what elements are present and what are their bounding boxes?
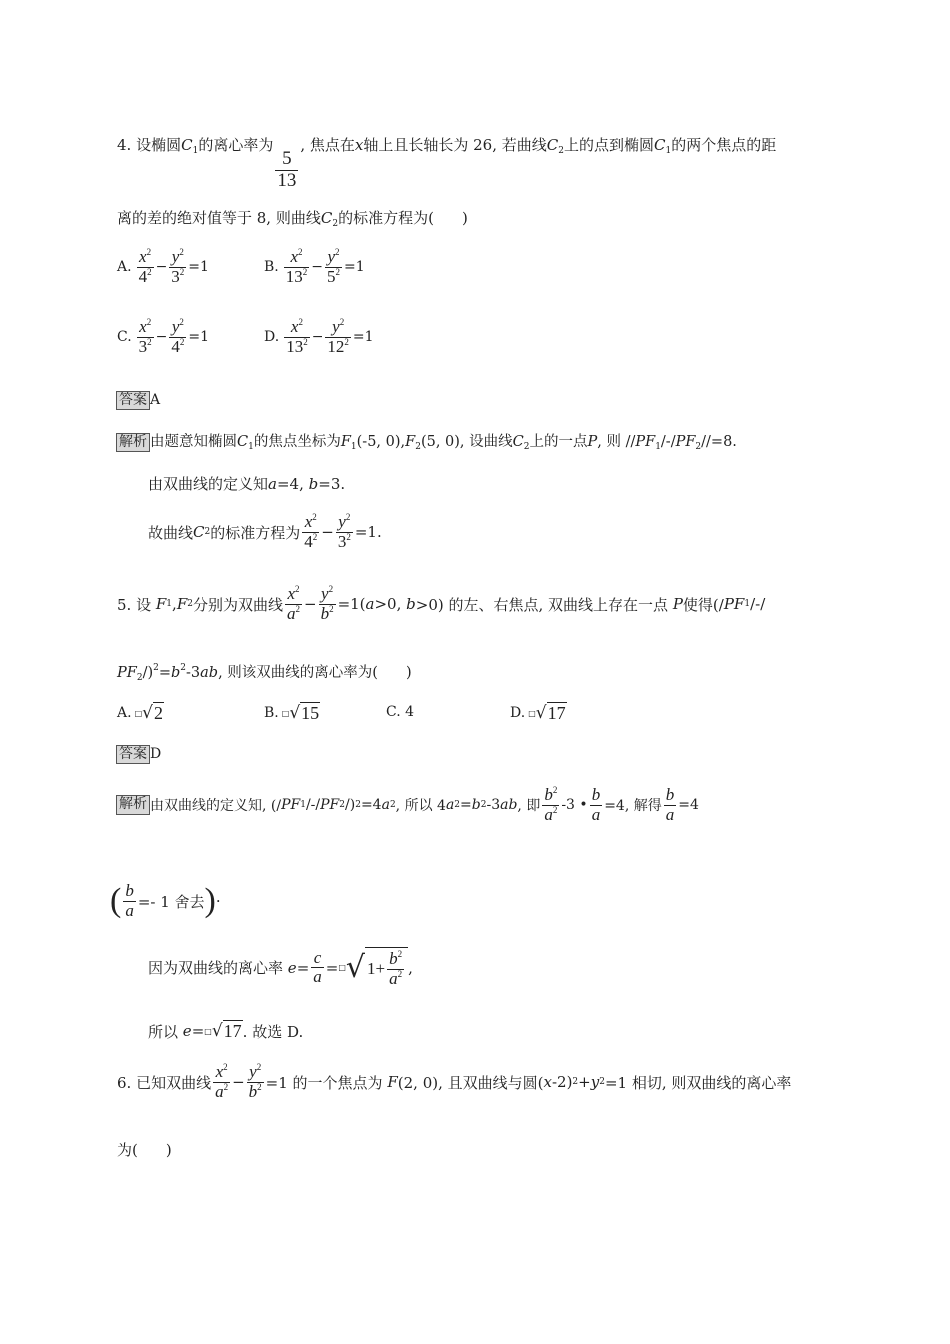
x: x <box>139 317 147 336</box>
y: y <box>332 317 340 336</box>
right-paren: ) <box>204 882 216 920</box>
text: =- 1 舍去 <box>137 892 205 911</box>
text: · <box>215 892 221 911</box>
sup: 2 <box>223 1062 228 1072</box>
q5-option-a[interactable] <box>117 702 164 724</box>
text: /) <box>345 797 356 814</box>
b: b <box>389 949 398 968</box>
text: /) <box>142 665 154 681</box>
sup: 2 <box>312 531 318 542</box>
q4-answer <box>116 391 160 410</box>
x-fraction <box>213 1063 230 1101</box>
sub: 2 <box>136 673 143 683</box>
sup: 2 <box>389 800 396 811</box>
var-ab: ab <box>200 665 219 681</box>
sup: 2 <box>335 247 340 257</box>
sub: 2 <box>187 599 193 610</box>
q5-line1: 5. 设 F 1 , F 2 分别为双曲线 $\frac{x^2}{a^2}$ − $\frac{y^2}{b^2}$ =1( a >0, b >0) 的左、右焦点, 双曲线上存在一点 P 使得(/ PF 1 /-/ <box>117 584 766 623</box>
var-f: F <box>340 434 351 450</box>
eccentricity-fraction <box>275 149 298 192</box>
sup: 2 <box>179 266 185 277</box>
text: = <box>158 665 171 681</box>
text: =1( <box>337 595 366 614</box>
text: ) <box>165 1141 172 1159</box>
c-over-a-fraction <box>311 949 324 987</box>
option-label: C. <box>117 329 132 346</box>
text: , 所以 4 <box>395 798 446 815</box>
q4-option-a[interactable] <box>117 248 209 286</box>
sqrt-icon: √ <box>289 703 301 723</box>
q5-option-b[interactable] <box>264 702 320 724</box>
sup: 2 <box>355 800 361 811</box>
y-fraction <box>336 513 353 551</box>
text: =4, 解得 <box>604 798 662 815</box>
sub: 2 <box>415 442 421 452</box>
text: -3 • <box>561 797 588 814</box>
sup: 2 <box>147 336 152 347</box>
sub: 2 <box>339 800 346 811</box>
var-a: a <box>268 475 277 493</box>
sup: 2 <box>147 266 152 277</box>
y: y <box>171 317 180 336</box>
a: a <box>665 804 675 824</box>
x-fraction <box>137 248 154 286</box>
sub: 1 <box>744 599 751 610</box>
var-b: b <box>171 665 181 681</box>
sub: 1 <box>350 442 357 452</box>
left-paren: ( <box>110 882 122 920</box>
q6-line2 <box>117 1143 172 1158</box>
minus: − <box>232 1073 245 1092</box>
placeholder-box: □ <box>528 708 536 718</box>
text: =4, <box>276 475 304 493</box>
q5-option-d[interactable] <box>510 702 567 724</box>
y-fraction <box>169 248 186 286</box>
text: //=8. <box>701 434 737 450</box>
y: y <box>327 247 335 266</box>
var-c: C <box>193 523 205 542</box>
text: , <box>408 958 413 977</box>
b: b <box>320 603 330 623</box>
text: 的两个焦点的距 <box>671 136 777 154</box>
var-ab: ab <box>500 797 518 814</box>
text: = <box>296 958 310 977</box>
b: b <box>544 785 553 804</box>
answer-value: A <box>150 392 161 408</box>
var-f: F <box>387 1073 398 1092</box>
var-c: C <box>512 434 524 450</box>
sup: 2 <box>298 247 303 257</box>
var-y: y <box>590 1073 600 1092</box>
text: -3 <box>186 665 201 681</box>
option-label: B. <box>264 705 279 721</box>
text: =4 <box>678 797 699 814</box>
option-label: A. <box>117 259 132 276</box>
num: 5 <box>282 148 292 169</box>
b: b <box>591 785 601 804</box>
text: = <box>460 797 472 814</box>
option-text: C. 4 <box>386 704 415 720</box>
q5-answer <box>116 745 161 764</box>
den: 4 <box>171 336 180 356</box>
var-b: b <box>308 475 319 493</box>
sup: 2 <box>146 317 152 327</box>
y-fraction <box>325 248 342 286</box>
den: 4 <box>304 531 313 551</box>
sub: 1 <box>192 146 199 156</box>
var-a: a <box>365 595 375 614</box>
var-f: F <box>405 434 416 450</box>
text: /-/ <box>305 797 321 814</box>
q5-analysis-line3 <box>148 947 413 988</box>
text: 使得(/ <box>682 595 724 614</box>
q4-line2 <box>117 211 468 229</box>
sqrt-icon: √ <box>142 703 153 723</box>
text: 的标准方程为( <box>338 209 434 227</box>
x: x <box>215 1062 224 1081</box>
x-fraction <box>284 318 310 356</box>
y-fraction <box>247 1063 264 1101</box>
sup: 2 <box>146 247 152 257</box>
text: >0) 的左、右焦点, 双曲线上存在一点 <box>415 595 669 614</box>
den: 13 <box>285 266 303 286</box>
sub: 2 <box>332 219 339 229</box>
a: a <box>125 900 134 920</box>
var-c: C <box>237 434 249 450</box>
sup: 2 <box>302 266 308 277</box>
minus: − <box>321 523 334 542</box>
var-pf: PF <box>320 797 340 814</box>
rhs: =1 <box>352 329 374 346</box>
var-p: P <box>587 434 598 450</box>
x-fraction <box>284 248 310 286</box>
den: 13 <box>286 336 304 356</box>
radicand: 15 <box>301 703 320 723</box>
placeholder-box: □ <box>281 708 290 718</box>
minus: − <box>311 259 323 276</box>
text: 的焦点坐标为 <box>253 434 341 450</box>
var-pf: PF <box>675 434 696 450</box>
sup: 2 <box>572 1077 579 1088</box>
sup: 2 <box>223 1081 229 1092</box>
text: . 故选 D. <box>242 1022 304 1041</box>
text: , 焦点在 <box>300 136 355 154</box>
text: 为( <box>117 1141 138 1159</box>
text: 4. 设椭圆 <box>117 136 182 154</box>
x-fraction <box>302 513 319 551</box>
sqrt-icon: √ <box>345 950 366 986</box>
sup: 2 <box>179 317 184 327</box>
sup: 2 <box>552 804 558 815</box>
q6-line1 <box>117 1063 791 1101</box>
var-b: b <box>471 797 481 814</box>
a: a <box>544 804 553 824</box>
var-e: e <box>287 958 297 977</box>
text: =1 的一个焦点为 <box>265 1073 383 1092</box>
text: 由双曲线的定义知, (/ <box>150 798 282 815</box>
placeholder-box: □ <box>204 1026 212 1036</box>
radicand <box>365 947 408 988</box>
var-c: C <box>546 136 559 154</box>
x: x <box>139 247 147 266</box>
option-label: A. <box>117 705 132 721</box>
sub: 2 <box>558 146 564 156</box>
text: =4 <box>360 797 382 814</box>
radicand: 17 <box>223 1021 242 1041</box>
text: =1. <box>354 523 382 542</box>
b-over-a-fraction <box>664 786 677 824</box>
y-fraction <box>169 318 186 356</box>
x: x <box>304 512 313 531</box>
sup: 2 <box>312 512 317 522</box>
text: 分别为双曲线 <box>192 595 283 614</box>
b: b <box>665 785 675 804</box>
sup: 2 <box>295 603 300 614</box>
text: (5, 0), 设曲线 <box>420 434 513 450</box>
text: 由双曲线的定义知 <box>148 475 269 493</box>
den: 13 <box>277 169 297 191</box>
sup: 2 <box>480 800 487 811</box>
sup: 2 <box>599 1077 605 1088</box>
sup: 2 <box>298 317 303 327</box>
sub: 2 <box>695 442 702 452</box>
q5-option-c[interactable] <box>386 704 414 720</box>
a: a <box>313 967 322 987</box>
var-x: x <box>543 1073 552 1092</box>
var-a: a <box>381 797 390 814</box>
analysis-tag: 解析 <box>116 433 150 452</box>
sub: 2 <box>204 527 211 538</box>
text: (-5, 0), <box>356 434 406 450</box>
text: , 则 // <box>597 434 636 450</box>
text: =3. <box>318 475 346 493</box>
var-c: C <box>653 136 666 154</box>
text: 5. 设 <box>117 595 152 614</box>
q4-option-c[interactable] <box>117 318 209 356</box>
text: ) <box>405 665 412 681</box>
var-pf: PF <box>117 665 137 681</box>
var-p: P <box>672 595 683 614</box>
rhs: =1 <box>188 329 210 346</box>
var-pf: PF <box>723 595 745 614</box>
q5-analysis-line2 <box>110 882 221 920</box>
sub: 1 <box>248 442 254 452</box>
option-label: B. <box>264 259 279 276</box>
sub: 1 <box>655 442 661 452</box>
option-label: D. <box>264 329 280 346</box>
den: 4 <box>138 266 148 286</box>
text: ) <box>461 209 468 227</box>
sup: 2 <box>303 336 308 347</box>
y: y <box>338 512 346 531</box>
y-fraction <box>325 318 351 356</box>
text: = <box>325 958 339 977</box>
y: y <box>321 584 329 603</box>
x: x <box>287 584 295 603</box>
minus: − <box>311 329 324 346</box>
a: a <box>215 1081 224 1101</box>
sup: 2 <box>179 247 184 257</box>
text: 上的一点 <box>529 434 588 450</box>
text: -2) <box>551 1073 573 1092</box>
var-a: a <box>445 797 455 814</box>
q4-option-b[interactable] <box>264 248 365 286</box>
den: 3 <box>138 336 148 356</box>
q5-analysis-line1 <box>116 786 699 824</box>
text: /-/ <box>750 595 766 614</box>
minus: − <box>303 595 317 614</box>
x-fraction <box>285 585 302 623</box>
text: 6. 已知双曲线 <box>117 1073 212 1092</box>
b2-over-a2-fraction <box>387 950 404 988</box>
den: 12 <box>327 336 345 356</box>
y: y <box>171 247 180 266</box>
q4-analysis-line2 <box>148 477 345 492</box>
b-over-a-fraction <box>590 786 603 824</box>
radicand: 17 <box>547 703 566 723</box>
den: 3 <box>337 531 347 551</box>
c: c <box>313 947 322 967</box>
placeholder-box: □ <box>134 708 143 718</box>
b: b <box>125 881 134 900</box>
var-b: b <box>406 595 416 614</box>
minus: − <box>155 329 168 346</box>
text: = <box>191 1022 205 1040</box>
text: 上的点到椭圆 <box>563 136 654 154</box>
sup: 2 <box>329 603 334 614</box>
rhs: =1 <box>188 259 209 276</box>
x: x <box>290 317 299 336</box>
answer-tag: 答案 <box>116 745 150 764</box>
sup: 2 <box>180 663 187 673</box>
var-x: x <box>354 136 364 154</box>
text: 由题意知椭圆 <box>150 434 237 450</box>
q4-option-d[interactable] <box>264 318 374 356</box>
x-fraction <box>137 318 154 356</box>
x: x <box>290 247 299 266</box>
sup: 2 <box>397 968 403 979</box>
sub: 1 <box>665 146 672 156</box>
text: + <box>578 1073 591 1092</box>
a: a <box>286 603 296 623</box>
sup: 2 <box>344 336 349 347</box>
var-f: F <box>155 595 167 614</box>
a: a <box>591 804 601 824</box>
var-c: C <box>320 209 333 227</box>
sup: 2 <box>335 266 340 277</box>
var-e: e <box>182 1022 192 1040</box>
text: 因为双曲线的离心率 <box>148 959 284 978</box>
var-f: F <box>176 595 188 614</box>
text: -3 <box>486 797 501 814</box>
sup: 2 <box>257 1081 262 1092</box>
q4-analysis-line3 <box>148 513 382 551</box>
text: /-/ <box>660 434 676 450</box>
q5-analysis-line4 <box>148 1020 303 1042</box>
text: 的离心率为 <box>198 136 274 154</box>
text: 1+ <box>367 959 386 979</box>
den: 3 <box>171 266 180 286</box>
y: y <box>249 1062 257 1081</box>
sup: 2 <box>552 785 558 795</box>
text: =1 相切, 则双曲线的离心率 <box>604 1073 792 1092</box>
q5-line2 <box>117 664 412 683</box>
analysis-tag: 解析 <box>116 795 150 814</box>
sup: 2 <box>295 584 300 594</box>
radicand: 2 <box>153 703 163 723</box>
text: (2, 0), 且双曲线与圆( <box>397 1073 544 1092</box>
q4-analysis-line1 <box>116 433 737 452</box>
minus: − <box>155 259 168 276</box>
b-over-a-fraction <box>123 882 136 920</box>
sqrt-icon: √ <box>535 703 547 723</box>
q4-line1 <box>117 138 776 192</box>
sub: 1 <box>166 599 173 610</box>
sup: 2 <box>454 800 461 811</box>
var-pf: PF <box>635 434 656 450</box>
text: 的标准方程为 <box>210 523 301 542</box>
text: , 即 <box>517 798 541 815</box>
den: 5 <box>326 266 336 286</box>
var-pf: PF <box>281 797 301 814</box>
answer-tag: 答案 <box>116 391 150 410</box>
text: 所以 <box>148 1022 179 1041</box>
text: 故曲线 <box>148 523 194 542</box>
y-fraction <box>319 585 336 623</box>
sup: 2 <box>397 949 403 959</box>
sup: 2 <box>346 531 351 542</box>
var-c: C <box>181 136 193 154</box>
b2-over-a2-fraction <box>542 786 559 824</box>
text: 轴上且长轴长为 26, 若曲线 <box>363 136 547 154</box>
answer-value: D <box>150 746 162 762</box>
sup: 2 <box>179 336 185 347</box>
text: , 则该双曲线的离心率为( <box>218 665 378 681</box>
b: b <box>248 1081 258 1101</box>
sub: 2 <box>523 442 530 452</box>
text: >0, <box>374 595 402 614</box>
a: a <box>389 968 398 988</box>
sup: 2 <box>256 1062 262 1072</box>
option-label: D. <box>510 705 526 721</box>
sup: 2 <box>153 663 159 673</box>
sup: 2 <box>328 584 334 594</box>
text: 离的差的绝对值等于 8, 则曲线 <box>117 209 321 227</box>
placeholder-box: □ <box>338 963 346 973</box>
sup: 2 <box>339 317 345 327</box>
rhs: =1 <box>343 259 365 276</box>
sub: 1 <box>300 800 306 811</box>
sqrt-icon: √ <box>211 1021 223 1041</box>
sup: 2 <box>345 512 351 522</box>
